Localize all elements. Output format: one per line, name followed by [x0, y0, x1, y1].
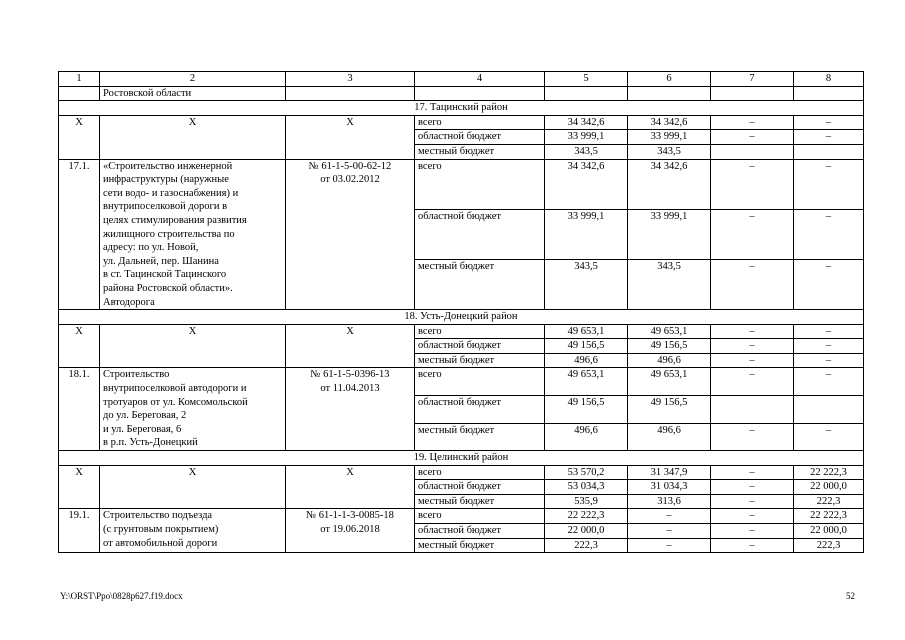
- cell-line: в ст. Тацинской Тацинского: [103, 269, 227, 281]
- cell-line: сети водо- и газоснабжения) и: [103, 187, 239, 199]
- object-name: [100, 465, 286, 509]
- section-title-row: [59, 310, 864, 325]
- amount-col5: 49 156,5: [545, 339, 628, 354]
- funding-source: местный бюджет: [415, 538, 545, 553]
- amount-col7: –: [711, 209, 794, 259]
- cell-line: от автомобильной дороги: [103, 537, 218, 549]
- amount-col6: 31 347,9: [628, 465, 711, 480]
- amount-col7: –: [711, 538, 794, 553]
- table-body: [59, 72, 864, 553]
- table-row: [59, 465, 864, 480]
- funding-source: областной бюджет: [415, 130, 545, 145]
- amount-col5: 343,5: [545, 259, 628, 309]
- cell-line: (с грунтовым покрытием): [103, 524, 219, 535]
- empty-cell: [545, 86, 628, 101]
- object-name: [100, 115, 286, 159]
- expertise-conclusion: [286, 509, 415, 553]
- amount-col6: 33 999,1: [628, 209, 711, 259]
- page-number: 52: [846, 591, 855, 601]
- empty-cell: [415, 86, 545, 101]
- amount-col7: [711, 395, 794, 423]
- amount-col8: 222,3: [794, 494, 864, 509]
- amount-col8: 22 000,0: [794, 524, 864, 539]
- amount-col8: –: [794, 209, 864, 259]
- cell-line: от 19.06.2018: [320, 524, 380, 535]
- funding-source: областной бюджет: [415, 209, 545, 259]
- amount-col6: 34 342,6: [628, 159, 711, 209]
- amount-col8: –: [794, 423, 864, 451]
- row-number: Х: [59, 324, 100, 368]
- cell-line: адресу: по ул. Новой,: [103, 242, 199, 254]
- amount-col6: 496,6: [628, 423, 711, 451]
- object-name: [100, 509, 286, 553]
- amount-col5: 34 342,6: [545, 159, 628, 209]
- amount-col6: 343,5: [628, 259, 711, 309]
- section-title: 19. Целинский район: [59, 451, 864, 466]
- cell-line: Х: [346, 466, 354, 478]
- amount-col5: 496,6: [545, 423, 628, 451]
- cell-line: и ул. Береговая, 6: [103, 423, 182, 435]
- amount-col8: –: [794, 368, 864, 396]
- expertise-conclusion: [286, 324, 415, 368]
- amount-col7: –: [711, 524, 794, 539]
- amount-col6: 31 034,3: [628, 480, 711, 495]
- cell-line: № 61-1-5-00-62-12: [308, 160, 392, 172]
- row-number: Х: [59, 115, 100, 159]
- cell-line: от 11.04.2013: [320, 383, 380, 395]
- cell-line: № 61-1-1-3-0085-18: [306, 510, 394, 522]
- table-row: [59, 324, 864, 339]
- table-row: [59, 509, 864, 524]
- funding-source: всего: [415, 465, 545, 480]
- column-number: 2: [100, 72, 286, 87]
- column-number: 6: [628, 72, 711, 87]
- cell-line: Автодорога: [103, 296, 155, 308]
- expertise-conclusion: [286, 465, 415, 509]
- amount-col8: –: [794, 259, 864, 309]
- amount-col5: 22 222,3: [545, 509, 628, 524]
- amount-col6: 49 156,5: [628, 339, 711, 354]
- amount-col6: 49 156,5: [628, 395, 711, 423]
- amount-col5: 53 034,3: [545, 480, 628, 495]
- amount-col8: –: [794, 324, 864, 339]
- amount-col5: 222,3: [545, 538, 628, 553]
- amount-col8: [794, 395, 864, 423]
- amount-col7: –: [711, 368, 794, 396]
- amount-col6: 343,5: [628, 144, 711, 159]
- section-title: 17. Тацинский район: [59, 101, 864, 116]
- amount-col8: –: [794, 130, 864, 145]
- expertise-conclusion: [286, 159, 415, 310]
- amount-col8: –: [794, 353, 864, 368]
- column-number: 7: [711, 72, 794, 87]
- amount-col8: –: [794, 115, 864, 130]
- expertise-conclusion: [286, 368, 415, 451]
- amount-col6: 34 342,6: [628, 115, 711, 130]
- table-row: [59, 115, 864, 130]
- amount-col5: 49 653,1: [545, 324, 628, 339]
- row-number: Х: [59, 465, 100, 509]
- amount-col8: [794, 144, 864, 159]
- funding-source: местный бюджет: [415, 494, 545, 509]
- column-number: 8: [794, 72, 864, 87]
- amount-col7: –: [711, 480, 794, 495]
- row-number: 17.1.: [59, 159, 100, 310]
- funding-source: местный бюджет: [415, 353, 545, 368]
- table-row: [59, 368, 864, 396]
- cell-line: ул. Дальней, пер. Шанина: [103, 255, 219, 267]
- cell-line: Х: [188, 466, 197, 478]
- cell-line: внутрипоселковой автодороги и: [103, 383, 247, 395]
- column-number: 4: [415, 72, 545, 87]
- amount-col8: 22 222,3: [794, 465, 864, 480]
- amount-col8: 22 222,3: [794, 509, 864, 524]
- amount-col7: –: [711, 423, 794, 451]
- amount-col6: 313,6: [628, 494, 711, 509]
- amount-col5: 33 999,1: [545, 209, 628, 259]
- amount-col6: 496,6: [628, 353, 711, 368]
- cell-line: Строительство: [103, 369, 170, 381]
- amount-col7: –: [711, 259, 794, 309]
- amount-col7: –: [711, 324, 794, 339]
- empty-cell: [286, 86, 415, 101]
- empty-cell: [794, 86, 864, 101]
- section-title-row: [59, 101, 864, 116]
- amount-col8: –: [794, 159, 864, 209]
- amount-col7: –: [711, 130, 794, 145]
- funding-source: всего: [415, 159, 545, 209]
- continuation-row: [59, 86, 864, 101]
- cell-line: инфраструктуры (наружные: [103, 174, 229, 186]
- amount-col5: 33 999,1: [545, 130, 628, 145]
- amount-col6: 49 653,1: [628, 324, 711, 339]
- funding-source: областной бюджет: [415, 524, 545, 539]
- section-title-row: [59, 451, 864, 466]
- cell-line: жилищного строительства по: [103, 228, 235, 240]
- amount-col5: 496,6: [545, 353, 628, 368]
- amount-col6: –: [628, 524, 711, 539]
- file-path-footer: Y:\ORST\Ppo\0828p627.f19.docx: [60, 591, 183, 601]
- cell-line: № 61-1-5-0396-13: [310, 369, 390, 381]
- funding-source: областной бюджет: [415, 395, 545, 423]
- amount-col7: –: [711, 509, 794, 524]
- amount-col7: –: [711, 339, 794, 354]
- amount-col5: 343,5: [545, 144, 628, 159]
- empty-cell: [59, 86, 100, 101]
- amount-col6: 49 653,1: [628, 368, 711, 396]
- cell-line: Строительство подъезда: [103, 510, 213, 522]
- amount-col5: 22 000,0: [545, 524, 628, 539]
- funding-source: областной бюджет: [415, 480, 545, 495]
- row-number: 18.1.: [59, 368, 100, 451]
- amount-col5: 49 156,5: [545, 395, 628, 423]
- column-number: 3: [286, 72, 415, 87]
- continuation-text: Ростовской области: [100, 86, 286, 101]
- empty-cell: [711, 86, 794, 101]
- cell-line: внутрипоселковой дороги в: [103, 201, 228, 213]
- empty-cell: [628, 86, 711, 101]
- cell-line: Х: [346, 116, 354, 128]
- amount-col7: [711, 144, 794, 159]
- cell-line: Х: [346, 325, 354, 337]
- funding-source: всего: [415, 324, 545, 339]
- amount-col5: 49 653,1: [545, 368, 628, 396]
- table-row: [59, 159, 864, 209]
- amount-col5: 535,9: [545, 494, 628, 509]
- object-name: [100, 368, 286, 451]
- cell-line: от 03.02.2012: [320, 174, 380, 186]
- expertise-conclusion: [286, 115, 415, 159]
- amount-col6: 33 999,1: [628, 130, 711, 145]
- cell-line: тротуаров от ул. Комсомольской: [103, 396, 248, 408]
- budget-table: [58, 71, 864, 553]
- cell-line: «Строительство инженерной: [103, 160, 233, 172]
- cell-line: до ул. Береговая, 2: [103, 410, 187, 422]
- amount-col7: –: [711, 465, 794, 480]
- amount-col7: –: [711, 353, 794, 368]
- column-number: 1: [59, 72, 100, 87]
- cell-line: в р.п. Усть-Донецкий: [103, 437, 198, 449]
- object-name: [100, 159, 286, 310]
- amount-col8: 222,3: [794, 538, 864, 553]
- column-number: 5: [545, 72, 628, 87]
- funding-source: местный бюджет: [415, 144, 545, 159]
- row-number: 19.1.: [59, 509, 100, 553]
- amount-col8: 22 000,0: [794, 480, 864, 495]
- object-name: [100, 324, 286, 368]
- funding-source: всего: [415, 115, 545, 130]
- section-title: 18. Усть-Донецкий район: [59, 310, 864, 325]
- cell-line: Х: [188, 116, 197, 128]
- amount-col6: –: [628, 509, 711, 524]
- amount-col7: –: [711, 494, 794, 509]
- amount-col7: –: [711, 115, 794, 130]
- amount-col8: –: [794, 339, 864, 354]
- column-number-row: [59, 72, 864, 87]
- funding-source: местный бюджет: [415, 259, 545, 309]
- funding-source: всего: [415, 368, 545, 396]
- amount-col5: 34 342,6: [545, 115, 628, 130]
- funding-source: местный бюджет: [415, 423, 545, 451]
- funding-source: всего: [415, 509, 545, 524]
- cell-line: района Ростовской области».: [103, 282, 233, 294]
- amount-col5: 53 570,2: [545, 465, 628, 480]
- cell-line: целях стимулирования развития: [103, 214, 247, 226]
- cell-line: Х: [188, 325, 197, 337]
- amount-col6: –: [628, 538, 711, 553]
- amount-col7: –: [711, 159, 794, 209]
- funding-source: областной бюджет: [415, 339, 545, 354]
